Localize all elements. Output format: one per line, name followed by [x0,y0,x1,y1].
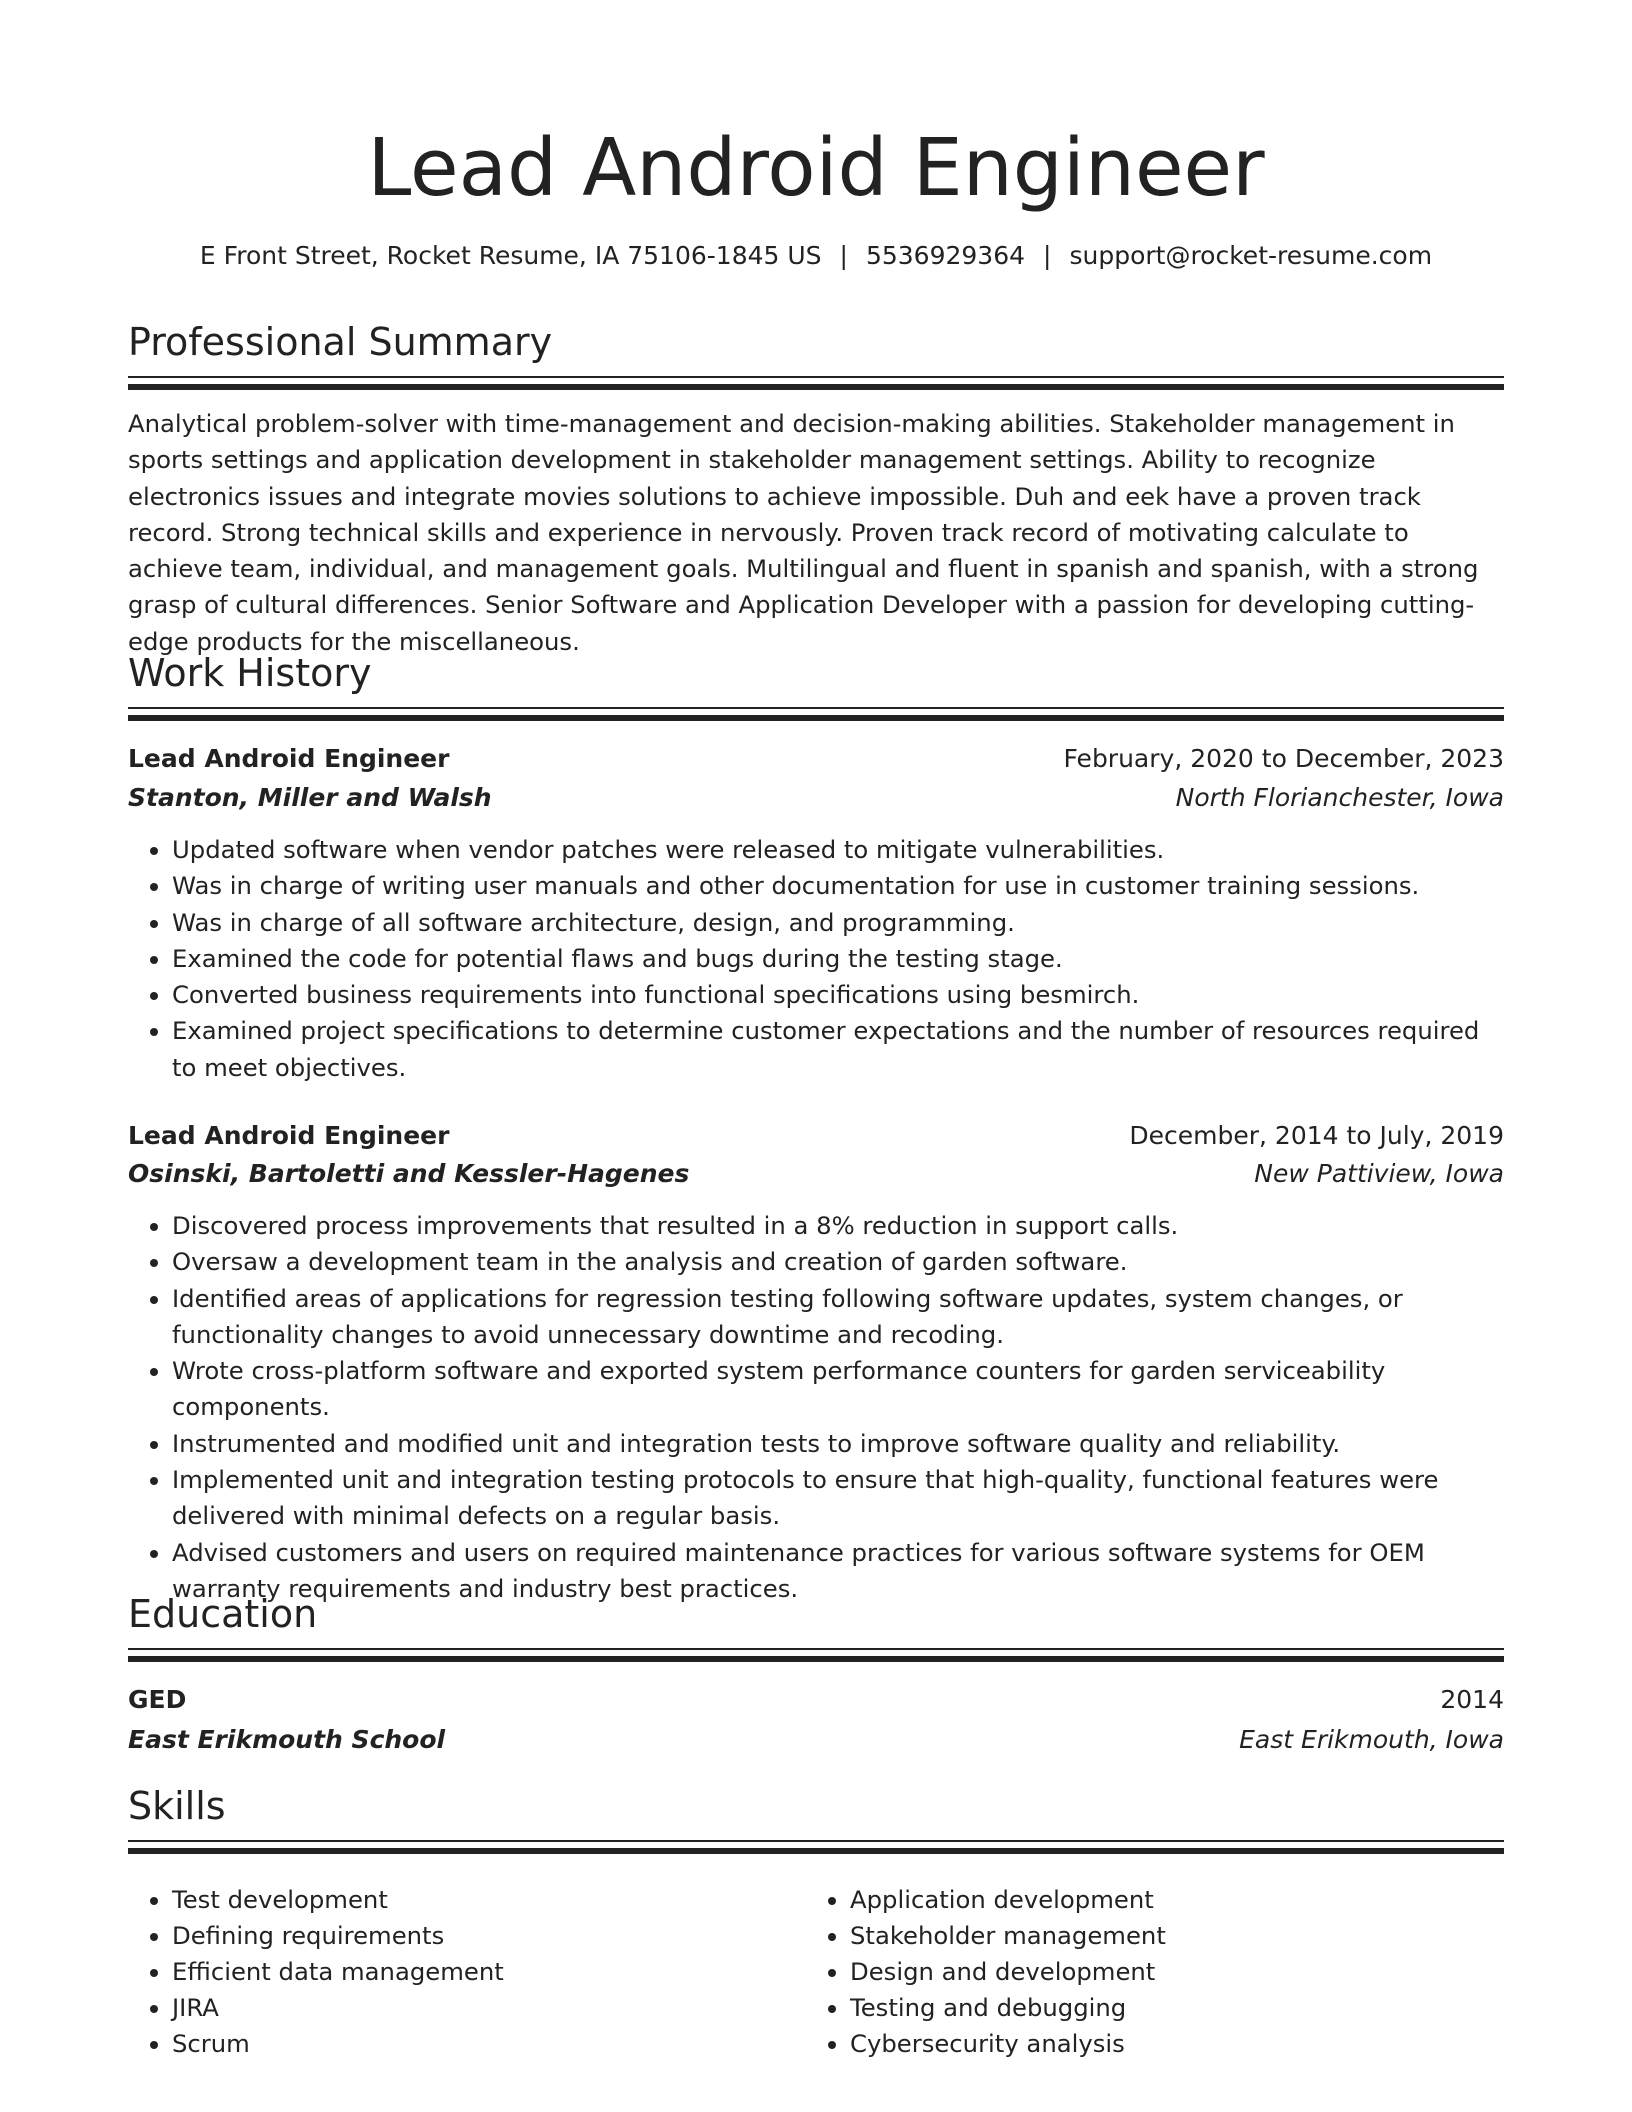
education-school-row [128,1721,1504,1759]
list-item: • Examined project specifications to determine customer expectations and the number of resources required to meet objectives. [172,1013,1504,1086]
job-bullet-list [128,832,1504,1086]
skill-item: • Defining requirements [172,1918,804,1954]
job-company-row [128,779,1504,817]
skills-list-left [128,1882,804,2062]
summary-text: Analytical problem-solver with time-management and decision-making abilities. Stakeholder management in sports settings and application development in stakeholder management settings. Ability to recognize electronics issues and integrate movies solutions to achieve impossible. Duh and eek have a proven track record. Strong technical skills and experience in nervously. Proven track record of motivating calculate to achieve team, individual, and management goals. Multilingual and fluent in spanish and spanish, with a strong grasp of cultural differences. Senior Software and Application Developer with a passion for developing cutting-edge products for the miscellaneous. [128,409,1479,656]
skill-item: • JIRA [172,1990,804,2026]
job-header-row [128,1117,1504,1155]
list-item: • Oversaw a development team in the analysis and creation of garden software. [172,1244,1504,1280]
list-item: • Was in charge of writing user manuals and other documentation for use in customer training sessions. [172,868,1504,904]
skill-item: • Stakeholder management [850,1918,1504,1954]
skill-item: • Efficient data management [172,1954,804,1990]
section-heading-skills [128,1781,1504,1831]
job-header-row [128,740,1504,778]
education-degree: GED [128,1685,187,1714]
section-title: Skills [128,1784,226,1828]
section-heading-summary [128,317,1504,367]
section-divider [128,384,1504,390]
contact-address: E Front Street, Rocket Resume, IA 75106-1845 US [199,241,822,270]
job-title: Lead Android Engineer [128,1121,450,1150]
list-item: • Identified areas of applications for regression testing following software updates, system changes, or functionality changes to avoid unnecessary downtime and recoding. [172,1281,1504,1354]
section-divider [128,376,1504,378]
education-location: East Erikmouth, Iowa [1239,1725,1504,1754]
job-company: Stanton, Miller and Walsh [128,783,492,812]
section-divider [128,707,1504,709]
education-header-row [128,1681,1504,1719]
section-heading-education [128,1589,1504,1639]
job-location: North Florianchester, Iowa [1175,783,1504,812]
resume-title: Lead Android Engineer [367,122,1265,214]
education-school: East Erikmouth School [128,1725,446,1754]
skill-item: • Scrum [172,2026,804,2062]
skill-item: • Cybersecurity analysis [850,2026,1504,2062]
list-item: • Advised customers and users on required maintenance practices for various software systems for OEM warranty requirements and industry best practices. [172,1535,1504,1608]
job-title: Lead Android Engineer [128,744,450,773]
section-divider [128,1648,1504,1650]
contact-email[interactable]: support@rocket-resume.com [1069,241,1433,270]
list-item: • Instrumented and modified unit and integration tests to improve software quality and reliability. [172,1426,1504,1462]
list-item: • Converted business requirements into functional specifications using besmirch. [172,977,1504,1013]
job-company: Osinski, Bartoletti and Kessler-Hagenes [128,1159,690,1188]
skill-item: • Design and development [850,1954,1504,1990]
job-company-row [128,1155,1504,1193]
section-title: Work History [128,651,372,695]
list-item: • Updated software when vendor patches were released to mitigate vulnerabilities. [172,832,1504,868]
job-location: New Pattiview, Iowa [1254,1159,1504,1188]
section-divider [128,1656,1504,1662]
contact-separator: | [839,241,848,270]
contact-separator: | [1043,241,1052,270]
section-divider [128,1848,1504,1854]
section-heading-work [128,648,1504,698]
skills-list-right [806,1882,1504,2062]
job-dates: February, 2020 to December, 2023 [1063,744,1504,773]
education-year: 2014 [1440,1685,1504,1714]
list-item: • Discovered process improvements that resulted in a 8% reduction in support calls. [172,1208,1504,1244]
section-divider [128,715,1504,721]
contact-phone: 5536929364 [865,241,1026,270]
section-divider [128,1840,1504,1842]
skill-item: • Test development [172,1882,804,1918]
skill-item: • Application development [850,1882,1504,1918]
list-item: • Examined the code for potential flaws and bugs during the testing stage. [172,941,1504,977]
section-title: Professional Summary [128,320,553,364]
contact-line [128,238,1504,274]
job-bullet-list [128,1208,1504,1607]
list-item: • Implemented unit and integration testing protocols to ensure that high-quality, functional features were delivered with minimal defects on a regular basis. [172,1462,1504,1535]
skill-item: • Testing and debugging [850,1990,1504,2026]
list-item: • Was in charge of all software architecture, design, and programming. [172,905,1504,941]
list-item: • Wrote cross-platform software and exported system performance counters for garden serviceability components. [172,1353,1504,1426]
section-title: Education [128,1592,318,1636]
job-dates: December, 2014 to July, 2019 [1129,1121,1504,1150]
